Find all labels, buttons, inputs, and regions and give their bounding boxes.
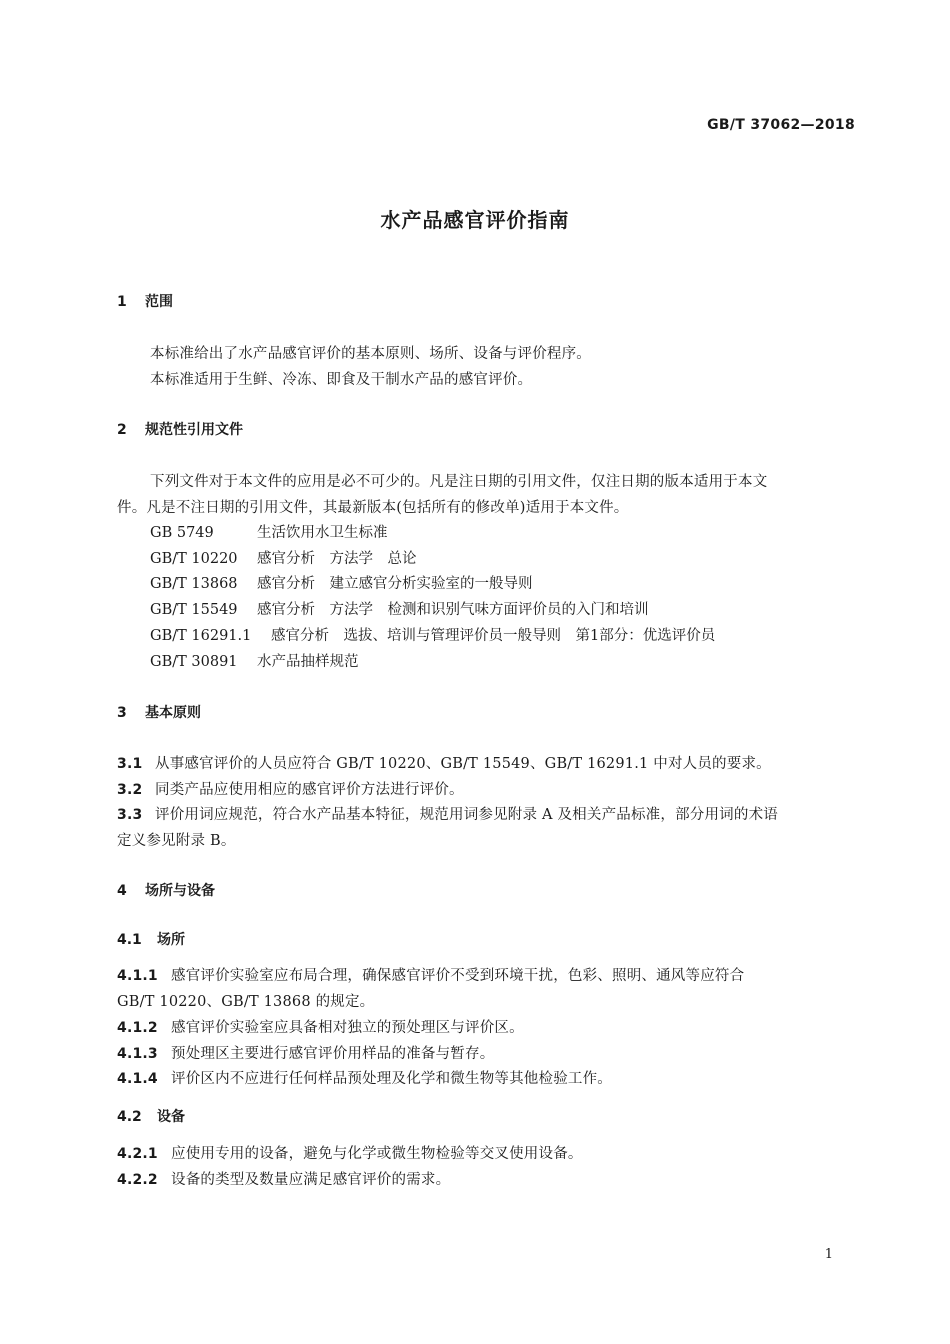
reference-item — [150, 650, 359, 671]
section-4-1-heading — [117, 929, 185, 949]
section-title: 设备 — [157, 1109, 185, 1125]
paragraph: 本标准给出了水产品感官评价的基本原则、场所、设备与评价程序。 — [150, 346, 591, 362]
section-4-2-heading — [117, 1106, 185, 1126]
section-title: 基本原则 — [145, 705, 201, 721]
clause-text: 预处理区主要进行感官评价用样品的准备与暂存。 — [171, 1046, 495, 1062]
paragraph: 下列文件对于本文件的应用是必不可少的。凡是注日期的引用文件，仅注日期的版本适用于本文 — [150, 474, 768, 490]
reference-item — [150, 547, 417, 568]
clause-number: 4.2.1 — [117, 1146, 158, 1162]
clause-number: 3.3 — [117, 807, 143, 823]
clause-text: 设备的类型及数量应满足感官评价的需求。 — [171, 1172, 451, 1188]
section-title: 场所与设备 — [145, 883, 215, 899]
reference-code: GB/T 13868 — [150, 576, 238, 592]
paragraph: 件。凡是不注日期的引用文件，其最新版本(包括所有的修改单)适用于本文件。 — [117, 500, 629, 516]
clause-4-1-4 — [117, 1067, 612, 1088]
clause-number: 3.1 — [117, 756, 143, 772]
reference-code: GB/T 15549 — [150, 602, 238, 618]
clause-4-1-3 — [117, 1042, 494, 1063]
clause-number: 4.2.2 — [117, 1172, 158, 1188]
clause-text: 应使用专用的设备，避免与化学或微生物检验等交叉使用设备。 — [171, 1146, 583, 1162]
reference-title: 感官分析 选拔、培训与管理评价员一般导则 第1部分：优选评价员 — [271, 628, 716, 644]
clause-text: 评价区内不应进行任何样品预处理及化学和微生物等其他检验工作。 — [171, 1071, 612, 1087]
section-number: 2 — [117, 422, 127, 438]
clause-continuation: 定义参见附录 B。 — [117, 833, 236, 849]
reference-title: 感官分析 方法学 检测和识别气味方面评价员的入门和培训 — [257, 602, 649, 618]
clause-number: 4.1.2 — [117, 1020, 158, 1036]
reference-item — [150, 521, 388, 542]
section-title: 场所 — [157, 932, 185, 948]
page-number: 1 — [824, 1247, 833, 1262]
clause-text: 感官评价实验室应布局合理，确保感官评价不受到环境干扰，色彩、照明、通风等应符合 — [171, 968, 745, 984]
section-4-heading — [117, 880, 215, 900]
section-2-heading — [117, 419, 243, 439]
reference-title: 生活饮用水卫生标准 — [257, 525, 388, 541]
section-title: 范围 — [145, 294, 173, 310]
reference-code: GB/T 10220 — [150, 551, 238, 567]
clause-4-1-1 — [117, 964, 744, 985]
clause-text: 同类产品应使用相应的感官评价方法进行评价。 — [155, 782, 464, 798]
clause-3-1 — [117, 752, 771, 773]
section-number: 3 — [117, 705, 127, 721]
clause-3-2 — [117, 778, 464, 799]
clause-continuation: GB/T 10220、GB/T 13868 的规定。 — [117, 994, 375, 1010]
clause-4-2-1 — [117, 1142, 583, 1163]
clause-4-1-2 — [117, 1016, 524, 1037]
section-number: 4 — [117, 883, 127, 899]
reference-code: GB 5749 — [150, 525, 214, 541]
clause-text: 从事感官评价的人员应符合 GB/T 10220、GB/T 15549、GB/T 16291.1 中对人员的要求。 — [155, 756, 771, 772]
reference-title: 感官分析 建立感官分析实验室的一般导则 — [257, 576, 533, 592]
section-number: 1 — [117, 294, 127, 310]
paragraph: 本标准适用于生鲜、冷冻、即食及干制水产品的感官评价。 — [150, 372, 533, 388]
clause-text: 评价用词应规范，符合水产品基本特征，规范用词参见附录 A 及相关产品标准，部分用词的术语 — [155, 807, 778, 823]
clause-number: 4.1.4 — [117, 1071, 158, 1087]
clause-3-3 — [117, 803, 778, 824]
page-title: 水产品感官评价指南 — [380, 208, 570, 232]
reference-code: GB/T 30891 — [150, 654, 238, 670]
section-number: 4.2 — [117, 1109, 142, 1125]
reference-item — [150, 598, 649, 619]
section-1-heading — [117, 291, 173, 311]
section-number: 4.1 — [117, 932, 142, 948]
reference-title: 水产品抽样规范 — [257, 654, 359, 670]
clause-number: 4.1.3 — [117, 1046, 158, 1062]
clause-number: 4.1.1 — [117, 968, 158, 984]
reference-item — [150, 624, 715, 645]
section-3-heading — [117, 702, 201, 722]
clause-number: 3.2 — [117, 782, 143, 798]
section-title: 规范性引用文件 — [145, 422, 243, 438]
reference-item — [150, 572, 533, 593]
document-number: GB/T 37062—2018 — [707, 117, 855, 133]
reference-code: GB/T 16291.1 — [150, 628, 252, 644]
clause-text: 感官评价实验室应具备相对独立的预处理区与评价区。 — [171, 1020, 524, 1036]
clause-4-2-2 — [117, 1168, 450, 1189]
reference-title: 感官分析 方法学 总论 — [257, 551, 417, 567]
